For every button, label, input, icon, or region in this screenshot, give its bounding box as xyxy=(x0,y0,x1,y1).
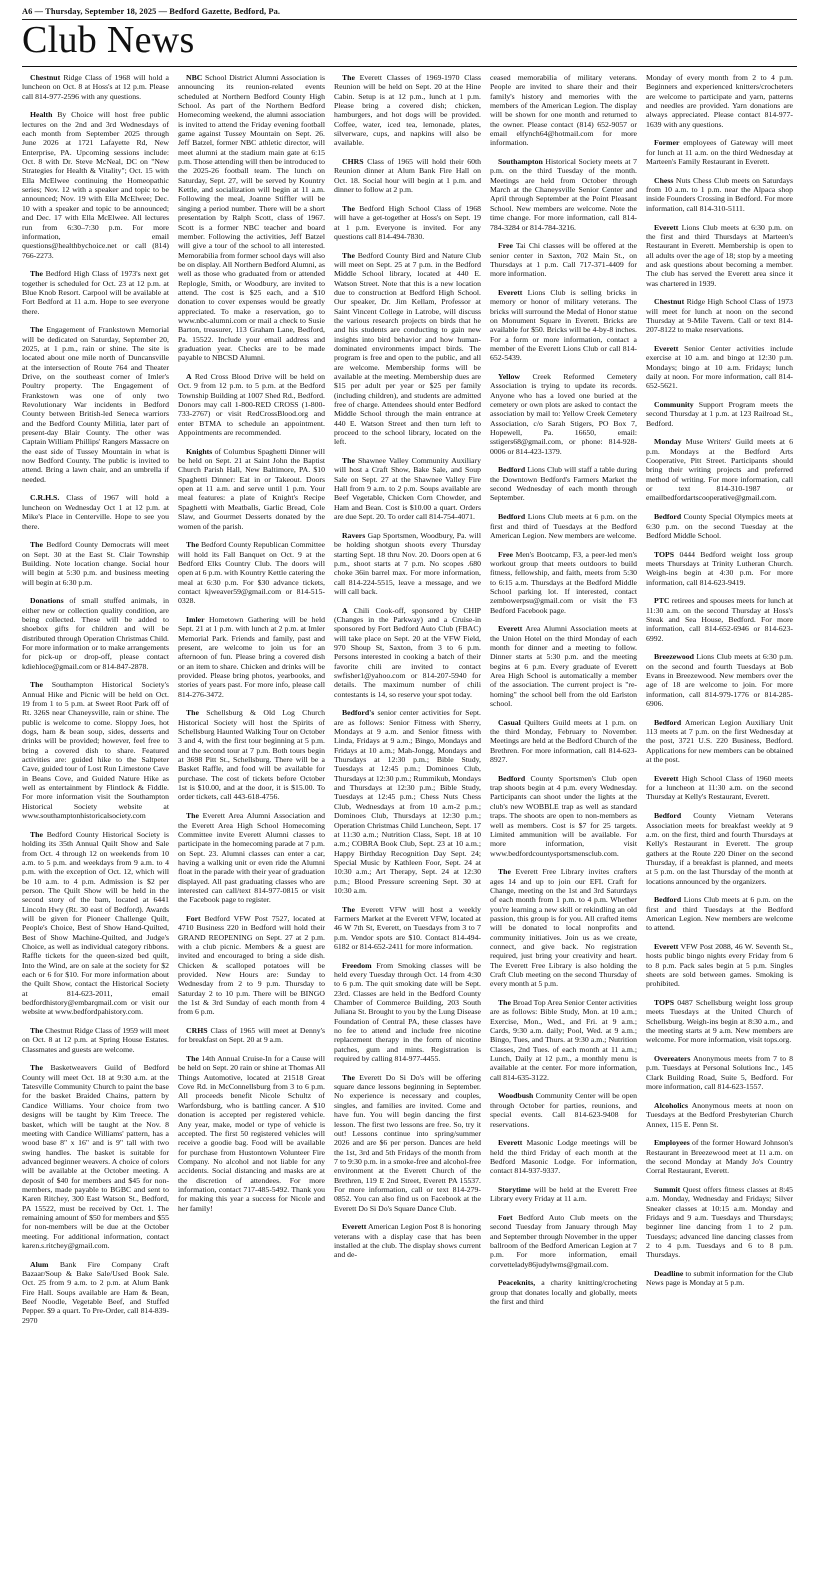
club-item xyxy=(178,1054,325,1213)
club-item-lead: Bedford xyxy=(498,465,526,475)
club-item xyxy=(646,344,793,391)
club-item xyxy=(334,1073,481,1213)
club-item-lead: Community xyxy=(654,400,694,410)
club-item-text: Muse Writers' Guild meets at 6 p.m. Mondays at the Bedford Arts Cooperative, Pitt Street. Participants should bring their writing projects and preferred method of writing. For more information, call or text 814-310-1987 or emailbedfordartscooperative@gmail.com. xyxy=(646,437,793,503)
club-item xyxy=(490,774,637,858)
club-item xyxy=(178,914,325,1017)
club-item-lead: Monday xyxy=(654,437,682,447)
club-item-lead: TOPS xyxy=(654,549,675,559)
column-1 xyxy=(22,73,169,1578)
club-item-text: Anonymous meets from 7 to 8 p.m. Tuesdays at Personal Solutions Inc., 145 Clark Building Road, Suite 5, Bedford. For more information, call 814-623-1557. xyxy=(646,1054,793,1092)
club-item-text: Quest offers fitness classes at 8:45 a.m. Monday, Wednesday and Fridays; Silver Sneaker classes at 10:15 a.m. Monday and Fridays and 9 a.m. Tuesdays and Thursdays; beginner line dancing from 1 to 2 p.m. Tuesdays; advanced line dancing classes from 2 to 4 p.m. Tuesdays and 6 to 8 p.m. Thursdays. xyxy=(646,1184,793,1260)
club-item-text: a charity knitting/crocheting group that donates locally and globally, meets the first and third xyxy=(490,1278,637,1307)
club-item xyxy=(334,251,481,447)
club-item-lead: Yellow xyxy=(498,372,520,381)
club-item-lead: Chess xyxy=(654,175,674,185)
club-item-text: Bedford County Historical Society is holding its 35th Annual Quilt Show and Sale from Oct. 4 through 12 on weekends from 10 a.m. to 5 p.m. and weekdays from 9 a.m. to 4 p.m. with the exception of Oct. 12, which will be 10 a.m. to 4 p.m. Admission is $2 per person. The Quilt Show will be held in the second story of the barn, located at 6441 Lincoln Hwy (Rt. 30 east of Bedford). Awards will be given for Pioneer Challenge Quilt, People's Choice, Best of Show Hand-Quilted, Best of Show Machine-Quilted, and Judge's Choice, as well as individual category ribbons. Raffle tickets for the queen-sized bed quilt, Into the Wind, are on sale at the society for $2 each or 6 for $10. For more information about the Quilt Show, contact the Historical Society at 814-623-2011, email bedfordhistory@embarqmail.com or visit our website at www.bedfordpahistory.com. xyxy=(22,829,169,1017)
club-item-lead: Storytime xyxy=(498,1184,531,1194)
club-item-lead: A xyxy=(342,605,348,615)
club-item-text: Bank Fire Company Craft Bazaar/Soup & Bake Sale/Used Book Sale. Oct. 25 from 9 a.m. to 2 p.m. at Alum Bank Fire Hall. Soups available are Ham & Bean, Beef Noodle, Vegetable Beef, and Stuffed Pepper. $9 a quart. To Pre-Order, call 814-839-2970 xyxy=(22,1259,169,1325)
page-folio: A6 — Thursday, September 18, 2025 — Bedford Gazette, Bedford, Pa. xyxy=(22,7,281,16)
club-item xyxy=(22,1260,169,1325)
club-item xyxy=(178,811,325,904)
club-item-text: Everett Do Si Do's will be offering square dance lessons beginning in September. No experience is necessary and couples, singles, and families are invited. Come and have fun. You will begin dancing the first lesson. The first two lessons are free. So, try it out! Lessons continue into spring/summer 2026 and are $6 per person. Dances are held the 1st, 3rd and 5th Fridays of the month from 7 to 9:30 p.m. in a smoke-free and alcohol-free environment at the Everett Church of the Brethren, 119 E 2nd Street, Everett PA 15537. For more information, call or text 814-279-0852. You can also find us on Facebook at the Everett Do Si Do's Square Dance Club. xyxy=(334,1072,481,1213)
club-item xyxy=(646,176,793,213)
club-item-text: Basketweavers Guild of Bedford County will meet Oct. 18 at 9:30 a.m. at the Tatesville Community Church to paint the base for the basket Braided Chains, pattern by Candice Williams. Your choice from two designs will be taught by Kim Treece. The basket, which will be taught at the Nov. 8 meeting with Candice Williams' pattern, has a wood base 8" x 16" and is 9" tall with two swing handles. The basket is suitable for advanced beginner weavers. A choice of colors will be available at the October meeting. A deposit of $40 for members and $45 for non-members, made payable to BGBC and sent to Karen Ritchey, 300 East Watson St., Bedford, PA 15522, must be received by Oct. 1. The remaining amount of $50 for members and $55 for non-members will be due at the October meeting. For additional information, contact karen.s.ritchey@gmail.com. xyxy=(22,1063,169,1250)
club-item-text: to submit information for the Club News page is Monday at 5 p.m. xyxy=(646,1269,793,1288)
club-item-text: Nuts Chess Club meets on Saturdays from 10 a.m. to 1 p.m. near the Alpaca shop inside Founders Crossing in Bedford. For more information, call 814-310-5111. xyxy=(646,175,793,213)
club-item-text: Everett Area Alumni Association and the Everett Area High School Homecoming Committee invite Everett Alumni classes to participate in the homecoming parade at 7 p.m. on Sept. 23. Alumni classes can enter a car, having a walking unit or even ride the Alumni float in the parade with their year of graduation displayed. All past graduating classes who are interested can call/text 814-977-0815 or visit the Facebook page to register. xyxy=(178,811,325,905)
club-item-text: Red Cross Blood Drive will be held on Oct. 9 from 12 p.m. to 5 p.m. at the Bedford Township Building at 1007 Shed Rd., Bedford. Donors may call 1-800-RED CROSS (1-800-733-2767) or visit RedCrossBlood.org and enter BTMA to schedule an appointment. Appointments are recommended. xyxy=(178,372,325,438)
club-item-text: By Choice will host free public lectures on the 2nd and 3rd Wednesdays of each month from September 2025 through June 2026 at 1721 Lafayette Rd, New Enterprise, PA. Upcoming sessions include: Oct. 8 with Dr. Steve McNeal, DC on "New Strategies for Health & Vitality"; Oct. 15 with Ella McElwee continuing the Homeopathic series; Nov. 12 with a speaker and topic to be announced; Nov. 19 with Ella McElwee; Dec. 10 with a speaker and topic to be announced; and Dec. 17 with Ella McElwee. All lectures run from 6:30–7:30 p.m. For more information, email questions@healthbychoice.net or call (814) 766-2273. xyxy=(22,110,169,260)
club-item-text: Lions Club is selling bricks in memory or honor of military veterans. The bricks will surround the Medal of Honor statue on Monument Square in Everett. Bricks are available for $50. Bricks will be 4-by-8 inches. For a form or more information, contact a member of the Everett Lions Club or call 814-652-5439. xyxy=(490,287,637,363)
club-item xyxy=(490,288,637,363)
club-item xyxy=(178,1026,325,1045)
club-item-text: Historical Society meets at 7 p.m. on the third Tuesday of the month. Meetings are held from October through March at the Chaneysville Senior Center and April through September at the Point Pleasant School. New members are welcome. Note the time change. For more information, call 814-784-3284 or 814-784-3216. xyxy=(490,157,637,232)
club-item-lead: Fort xyxy=(498,1212,513,1222)
club-item-lead: Everett xyxy=(654,941,679,951)
club-item xyxy=(490,1213,637,1269)
club-item-lead: Former xyxy=(654,138,680,148)
club-item-text: Masonic Lodge meetings will be held the third Friday of each month at the Bedford Masonic Lodge. For information, contact 814-937-9337. xyxy=(490,1138,637,1176)
club-item-text: Ridge Class of 1968 will hold a luncheon on Oct. 8 at Hoss's at 12 p.m. Please call 814-977-2596 with any questions. xyxy=(22,73,169,101)
club-item xyxy=(490,1185,637,1204)
club-item-lead: The xyxy=(498,867,511,877)
club-item-text: Chestnut Ridge Class of 1959 will meet on Oct. 8 at 12 p.m. at Spring House Estates. Classmates and guests are welcome. xyxy=(22,1026,169,1054)
club-item-text: Engagement of Frankstown Memorial will be dedicated on Saturday, September 20, 2025, at 1 p.m., rain or shine. The site is located about one mile north of Duncansville at the intersection of Route 764 and Theater Drive, on the southeast corner of Imler's Poultry property. The Engagement of Frankstown was one of only two Revolutionary War incidents in Bedford County between British-led Seneca warriors and the Bedford County Militia, later part of present-day Blair County. The other was Captain William Phillips' Rangers Massacre on the east side of Tussey Mountain in what is now Bedford County. The public is invited to attend. Bring a lawn chair, and an umbrella if needed. xyxy=(22,325,169,484)
club-item xyxy=(22,325,169,484)
club-item-lead: Ravers xyxy=(342,530,366,540)
club-item-lead: Chestnut xyxy=(30,73,61,82)
club-item-lead: Everett xyxy=(654,222,679,232)
club-item-text: Tai Chi classes will be offered at the senior center in Saxton, 702 Main St., on Thursdays at 1 p.m. Call 717-371-4409 for more information. xyxy=(490,241,637,279)
club-item-lead: CRHS xyxy=(186,1026,208,1036)
club-item-text: Quilters Guild meets at 1 p.m. on the third Monday, February to November. Meetings are held at the Bedford Church of the Brethren. For more information, call 814-623-8927. xyxy=(490,717,637,765)
club-item-lead: The xyxy=(186,811,199,821)
club-item-lead: Breezewood xyxy=(654,652,694,662)
club-item xyxy=(646,437,793,502)
club-item-text: Lions Club meets at 6 p.m. on the first and third Tuesdays at the Bedford American Legion. New members are welcome to attend. xyxy=(646,895,793,933)
club-item xyxy=(646,512,793,540)
club-item xyxy=(22,1063,169,1250)
club-item-text: Gap Sportsmen, Woodbury, Pa. will be holding shotgun shoots every Thursday starting Sept. 18 thru Nov. 20. Doors open at 6 p.m., shoot starts at 7 p.m. No scopes .680 choke 36in barrel max. For more information, call 814-224-5515, leave a message, and we will call back. xyxy=(334,530,481,596)
club-item xyxy=(22,540,169,587)
club-item-text: Area Alumni Association meets at the Union Hotel on the third Monday of each month for dinner and a meeting to follow. Dinner starts at 5:30 p.m. and the meeting begins at 6 p.m. Every graduate of Everett Area High School is automatically a member of the association. The current project is "re-homing" the school bell from the old Earlston school. xyxy=(490,624,637,709)
club-item xyxy=(490,157,637,232)
club-item xyxy=(490,867,637,988)
club-item xyxy=(646,718,793,765)
column-5 xyxy=(646,73,793,1578)
club-item xyxy=(334,905,481,952)
club-item xyxy=(490,550,637,615)
club-item xyxy=(334,961,481,1064)
club-item-lead: Bedford xyxy=(498,512,526,522)
club-item xyxy=(490,624,637,708)
club-item xyxy=(178,372,325,437)
club-item xyxy=(178,540,325,605)
club-item-lead: Free xyxy=(498,241,513,251)
club-item-lead: The xyxy=(30,269,43,279)
club-item-lead: Bedford xyxy=(654,811,682,821)
club-item xyxy=(22,493,169,530)
club-item-text: Creek Reformed Cemetery Association is trying to update its records. Anyone who has a loved one buried at the cemetery or own plots are asked to contact the association by mail to: Yellow Creek Cemetery Association, c/o Sarah Stigers, PO Box 7, Hopewell, Pa. 16650, email: sstigers68@gmail.com, or phone: 814-928-0006 or 814-423-1379. xyxy=(490,372,637,456)
club-item xyxy=(490,718,637,765)
club-item xyxy=(334,1222,481,1259)
club-item xyxy=(646,73,793,129)
club-item-lead: The xyxy=(186,708,199,718)
club-item-lead: The xyxy=(30,1063,43,1073)
club-item xyxy=(646,138,793,166)
club-item-lead: C.R.H.S. xyxy=(30,493,60,503)
club-item xyxy=(646,596,793,643)
club-item-lead: Knights xyxy=(186,446,213,456)
club-item-lead: The xyxy=(30,829,43,839)
club-item xyxy=(490,1278,637,1306)
club-item-text: senior center activities for Sept. are as follows: Senior Fitness with Sherry, Mondays at 9 a.m. and Senior fitness with Linda, Fridays at 9 a.m.; Bingo, Mondays and Fridays at 10 a.m.; Mah-Jongg, Mondays and Thursdays at 12:30 p.m.; Bible Study, Tuesdays at 12:45 p.m.; Dominoes Club, Thursdays at 12:30 p.m.; Rummikub, Mondays and Thursdays at 12:30 p.m.; Bible Study, Tuesdays at 12:45 p.m.; Chess Nuts Chess Club, Wednesdays at from 10 a.m-2 p.m.; Dominoes Club, Thursdays at 12:30 p.m.; Operation Christmas Child Luncheon, Sept. 17 at 11:30 a.m.; Nutrition Class, Sept. 18 at 10 a.m.; COBRA Book Club, Sept. 23 at 10 a.m.; Happy Birthday Recognition Day Sept. 24; Special Music by Kathleen Foor, Sept. 24 at 10:30 a.m.; Art Therapy, Sept. 24 at 12:30 p.m.; Blood Pressure screening Sept. 30 at 10:30 a.m. xyxy=(334,708,481,895)
club-item-text: Community Center will be open through October for parties, reunions, and special events. Call 814-623-9408 for reservations. xyxy=(490,1091,637,1129)
club-item-text: American Legion Post 8 is honoring veterans with a display case that has been installed at the club. The display shows current and de- xyxy=(334,1222,481,1260)
club-item-text: Lions Club meets at 6:30 p.m. on the second and fourth Tuesdays at Bob Evans in Breezewood. New members over the age of 18 are welcome to join. For more information, call 814-979-1776 or 814-285-6906. xyxy=(646,652,793,709)
club-item-lead: PTC xyxy=(654,596,670,606)
club-item-lead: Bedford xyxy=(654,717,682,727)
club-item xyxy=(490,465,637,502)
club-item xyxy=(646,811,793,886)
club-item-lead: Everett xyxy=(498,1138,523,1148)
club-item xyxy=(178,447,325,531)
club-item xyxy=(490,1091,637,1128)
club-item-text: 14th Annual Cruise-In for a Cause will be held on Sept. 20 rain or shine at Thomas All Things Automotive, located at 21518 Great Cove Rd. in McConnellsburg from 3 to 6 p.m. All proceeds benefit Nicole Schultz of Warfordsburg, who is battling cancer. A $10 donation is accepted per registered vehicle. Any year, make, model or type of vehicle is accepted. The first 50 registered vehicles will receive a goodie bag. Food will be available for purchase from Hustontown Volunteer Fire Company. No alcohol and not liable for any accidents. Social distancing and masks are at the discretion of attendees. For more information, contact 717-485-5492. Thank you for making this year a success for Nicole and her family! xyxy=(178,1054,325,1213)
club-item xyxy=(490,73,637,148)
club-item-lead: Deadline xyxy=(654,1269,684,1278)
column-2 xyxy=(178,73,325,1578)
club-item xyxy=(646,1185,793,1260)
club-item-text: Bedford High Class of 1973's next get together is scheduled for Oct. 23 at 12 p.m. at Blue Knob Resort. Carpool will be available at Fort Bedford at 11 a.m. Hope to see everyone there. xyxy=(22,269,169,316)
club-item-text: American Legion Auxiliary Unit 113 meets at 7 p.m. on the first Wednesday at the post, 3721 U.S. 220 Business, Bedford. Applications for new members can be obtained at the post. xyxy=(646,717,793,765)
club-item xyxy=(334,73,481,148)
club-item-lead: Woodbush xyxy=(498,1091,534,1101)
club-item-text: retirees and spouses meets for lunch at 11:30 a.m. on the second Thursday at Hoss's Steak and Sea House, Bedford. For more information, call 814-652-6946 or 814-623-6992. xyxy=(646,596,793,643)
club-item xyxy=(22,596,169,671)
club-item-text: of small stuffed animals, in either new or collection quality condition, are being collected. These will be added to shoebox gifts for children and will be distributed through Operation Christmas Child. For more information or to make arrangements for pick-up or drop-off, please contact kdiehloce@gmail.com or 814-847-2878. xyxy=(22,596,169,671)
club-item xyxy=(490,512,637,540)
club-item xyxy=(646,400,793,428)
club-item-lead: The xyxy=(342,456,355,466)
club-item-lead: The xyxy=(30,540,43,550)
club-item-text: Ridge High School Class of 1973 will meet for lunch at noon on the second Thursday at 9-Mile Tavern. Call or text 814-207-8122 to make reservations. xyxy=(646,297,793,335)
club-item xyxy=(334,531,481,596)
club-item-lead: CHRS xyxy=(342,157,364,167)
club-item xyxy=(646,1269,793,1288)
club-item-text: Bedford County Democrats will meet on Sept. 30 at the East St. Clair Township Building. Note location change. Social hour will begin at 5:30 p.m. and business meeting will begin at 6:30 p.m. xyxy=(22,540,169,587)
club-item-lead: Freedom xyxy=(342,960,372,970)
club-item xyxy=(490,241,637,278)
club-item-lead: Overeaters xyxy=(654,1054,691,1064)
club-item-text: School District Alumni Association is announcing its reunion-related events scheduled at Northern Bedford County High School. As part of the Northern Bedford Homecoming weekend, the alumni association is invited to attend the Friday evening football game against Tussey Mountain on Sept. 26. Jeff Batzel, former NBC athletic director, will meet alumni at the stadium main gate at 6:15 p.m. Those attending will then be introduced to the 2025-26 football team. The lunch on Saturday, Sept. 27, will be served by Kountry Kettle, and socialization will begin at 11 a.m. Following the meal, Joanne Stiffler will be singing a period number. There will be a short presentation by Ralph Scott, class of 1967. Scott is a former NBC teacher and board member. Following the activities, Jeff Batzel will give a tour of the school to all interested. Memorabilia from former school days will also be on display. All Northern Bedford Alumni, as well as those who graduated from or attended Replogle, Smith, or Woodbury, are invited to attend. The cost is $25 each, and a $10 donation to cover expenses would be greatly appreciated. To make a reservation, go to www.nbc-alumni.com or mail a check to Susie Barton, treasurer, 113 Graham Lane, Bedford, Pa. 15522. Include your email address and graduation year. Checks are to be made payable to NBCSD Alumni. xyxy=(178,73,325,363)
club-item-text: Bedford County Bird and Nature Club will meet on Sept. 25 at 7 p.m. in the Bedford Middle School library, located at 440 E. Watson Street. Note that this is a new location due to construction at Bedford High School. Our speaker, Dr. Jim Kellam, Professor at Saint Vincent College in Latrobe, will discuss the various research projects on birds that he and his students are conducting to gain new insights into bird behavior and how human-dominated environments impact birds. The program is free and open to the public, and all are welcome. Membership forms will be available at the meeting. Membership dues are $15 per adult per year or $25 per family (including children), and students are admitted free of charge. Attendees should enter Bedford Middle School through the main entrance at 440 E. Watson Street and then turn left to proceed to the school library, located on the left. xyxy=(334,250,481,447)
club-item-text: Chili Cook-off, sponsored by CHIP (Changes in the Parkway) and a Cruise-in sponsored by Fort Bedford Auto Club (FBAC) will take place on Sept. 20 at the VFW Field, 970 Shoup St, Saxton, from 3 to 6 p.m. Persons interested in cooking a batch of their favorite chili are invited to contact swfisher1@yahoo.com or 814-207-5940 for details. The maximum number of chili contestants is 14, so reserve your spot today. xyxy=(334,605,481,699)
club-item xyxy=(646,297,793,334)
club-item-lead: Alum xyxy=(30,1259,49,1269)
club-item xyxy=(334,157,481,194)
club-item-lead: TOPS xyxy=(654,998,675,1008)
club-item-text: employees of Gateway will meet for lunch at 11 a.m. on the third Wednesday at Marteen's Family Restaurant in Everett. xyxy=(646,138,793,167)
club-item-lead: Bedford's xyxy=(342,708,375,718)
club-item-lead: Everett xyxy=(342,1222,367,1232)
club-item-lead: Imler xyxy=(186,614,205,624)
club-item-text: Anonymous meets at noon on Tuesdays at the Bedford Presbyterian Church Annex, 115 E. Penn St. xyxy=(646,1100,793,1129)
club-item-text: County Sportsmen's Club open trap shoots begin at 4 p.m. every Wednesday. Participants can shoot under the lights at the club's new WOBBLE trap as well as standard traps. The shoots are open to non-members as well as members. Cost is $7 for 25 targets. Limited ammunition will be available. For more information, visit www.bedfordcountysportsmensclub.com. xyxy=(490,773,637,858)
club-item xyxy=(22,269,169,316)
club-item-lead: Fort xyxy=(186,913,201,923)
club-item-text: Everett VFW will host a weekly Farmers Market at the Everett VFW, located at 46 W 7th St, Everett, on Tuesdays from 3 to 7 p.m. Vendor spots are $10. Contact 814-494-6182 or 814-652-2411 for more information. xyxy=(334,904,481,951)
club-item-text: will be held at the Everett Free Library every Friday at 11 a.m. xyxy=(490,1184,637,1204)
club-item-lead: The xyxy=(342,1072,355,1082)
club-item-lead: Health xyxy=(30,110,53,120)
club-item-text: VFW Post 2088, 46 W. Seventh St., hosts public bingo nights every Friday from 6 to 8 p.m. Pack sales begin at 5 p.m. Singles sheets are sold between games. Smoking is prohibited. xyxy=(646,941,793,989)
section-title: Club News xyxy=(22,19,195,61)
club-item xyxy=(646,895,793,932)
club-item-lead: The xyxy=(30,680,43,690)
newspaper-page xyxy=(22,0,797,1584)
club-item xyxy=(334,708,481,895)
club-item-text: Class of 1967 will hold a luncheon on Wednesday Oct 1 at 12 p.m. at Mike's Place in Centerville. Hope to see you there. xyxy=(22,493,169,531)
club-item xyxy=(490,372,637,456)
club-item-text: Class of 1965 will meet at Denny's for breakfast on Sept. 20 at 9 a.m. xyxy=(178,1026,325,1045)
club-item xyxy=(22,110,169,260)
club-item xyxy=(334,456,481,521)
club-item-lead: The xyxy=(30,325,43,335)
club-item-lead: Everett xyxy=(498,287,523,297)
club-item-lead: Chestnut xyxy=(654,297,685,307)
club-item-text: High School Class of 1960 meets for a luncheon at 11:30 a.m. on the second Thursday at Kelly's Restaurant, Everett. xyxy=(646,773,793,802)
club-item-lead: Donations xyxy=(30,596,64,606)
club-item-lead: Alcoholics xyxy=(654,1100,689,1110)
club-item xyxy=(22,680,169,820)
club-item xyxy=(490,998,637,1082)
column-3 xyxy=(334,73,481,1578)
club-item-text: Lions Club meets at 6 p.m. on the first and third of Tuesdays at the Bedford American Legion. New members are welcome. xyxy=(490,512,637,540)
club-item-text: From Smoking classes will be held every Tuesday through Oct. 14 from 4:30 to 6 p.m. The quit smoking date will be Sept. 23rd. Classes are held in the Bedford County Chamber of Commerce Building, 203 South Juliana St. Brought to you by the Lung Disease Foundation of Central PA, these classes have no fee to attend and include free nicotine replacement therapy in the form of nicotine patches, gum and mints. Registration is required by calling 814-977-4455. xyxy=(334,960,481,1064)
club-item-lead: Peaceknits, xyxy=(498,1278,536,1288)
club-item-text: Shawnee Valley Community Auxiliary will host a Craft Show, Bake Sale, and Soup Sale on Sept. 27 at the Shawnee Valley Fire Hall from 9 a.m. to 2 p.m. Soups available are Beef Vegetable, Chicken Corn Chowder, and Ham and Bean. Cost is $10.00 a quart. Orders are due Sept. 20. To order call 814-754-4071. xyxy=(334,456,481,522)
club-item-lead: Bedford xyxy=(654,512,682,522)
club-item-lead: Summit xyxy=(654,1184,681,1194)
club-item-lead: Bedford xyxy=(654,895,682,905)
club-item xyxy=(490,1138,637,1175)
club-item xyxy=(22,1026,169,1054)
club-item xyxy=(646,223,793,288)
club-item xyxy=(646,1138,793,1175)
club-item-text: Class of 1965 will hold their 60th Reunion dinner at Alum Bank Fire Hall on Oct. 18. Social hour will begin at 1 p.m. and dinner to follow at 2 p.m. xyxy=(334,157,481,195)
club-item-text: County Special Olympics meets at 6:30 p.m. on the second Tuesday at the Bedford Middle School. xyxy=(646,512,793,540)
club-item-text: Southampton Historical Society's Annual Hike and Picnic will be held on Oct. 19 from 1 to 5 p.m. at Sweet Root Park off of Rt. 326S near Chaneysville, rain or shine. The public is welcome to come. Sloppy Joes, hot dogs, ham & bean soup, sides, desserts and drinks will be provided; however, feel free to bring a covered dish to share. Featured activities are: guided hike to the Saltpeter Cave, guided tour of Lost Run Limestone Cave in Beans Cove, and Guided Nature Hike as well as entertainment by Flintlock & Fiddle. For more information visit the Southampton Historical Society website at www.southamptonhistoricalsociety.com xyxy=(22,680,169,821)
club-item-text: Everett Classes of 1969-1970 Class Reunion will be held on Sept. 20 at the Hine Cabin. Setup is at 12 p.m., lunch at 1 p.m. Please bring a covered dish; chicken, hamburgers, and hot dogs will be provided. Coffee, water, iced tea, lemonade, plates, silverware, cups, and napkins will also be available. xyxy=(334,73,481,148)
club-item xyxy=(178,708,325,801)
club-item-text: Support Program meets the second Thursday at 1 p.m. at 123 Railroad St., Bedford. xyxy=(646,400,793,428)
club-item-text: Lions Club will staff a table during the Downtown Bedford's Farmers Market the second Wednesday of each month through September. xyxy=(490,465,637,503)
club-item xyxy=(178,73,325,363)
club-item xyxy=(22,830,169,1017)
club-item-lead: Free xyxy=(498,549,513,559)
club-item-text: Lions Club meets at 6:30 p.m. on the first and third Thursdays at Marteen's Restaurant in Everett. Membership is open to all adults over the age of 18; stop by a meeting and ask questions about becoming a member. The club has served the Everett area since it was chartered in 1939. xyxy=(646,222,793,288)
club-item-lead: The xyxy=(186,1054,199,1064)
club-item xyxy=(22,73,169,101)
club-item-lead: The xyxy=(342,73,355,82)
club-item xyxy=(646,1054,793,1091)
club-item-lead: The xyxy=(342,250,355,260)
club-item xyxy=(646,998,793,1045)
club-item-lead: Everett xyxy=(654,773,679,783)
club-item-text: 0444 Bedford weight loss group meets Thursdays at Trinity Lutheran Church. Weigh-ins begin at 4:30 p.m. For more information, call 814-623-9419. xyxy=(646,549,793,587)
club-item-text: County Vietnam Veterans Association meets for breakfast weekly at 9 a.m. on the first, third and fourth Thursdays at Kelly's Restaurant in Everett. The group gathers at the Route 220 Diner on the second Thursday, if a breakfast is planned, and meets at 5 p.m. on the last Thursday of the month at locations announced by the organizers. xyxy=(646,811,793,886)
club-item-text: Men's Bootcamp, F3, a peer-led men's workout group that meets outdoors to build fitness, fellowship, and faith, meets from 5:30 to 6:15 a.m. Thursdays at the Bedford Middle School parking lot. If interested, contact zembowerpsu@gmail.com or visit the F3 Bedford Facebook page. xyxy=(490,549,637,615)
club-item-text: Broad Top Area Senior Center activities are as follows: Bible Study, Mon. at 10 a.m.; Exercise, Mon., Wed., and Fri. at 9 a.m.; Cards, 9:30 a.m. daily; Pool, Wed. at 9 a.m.; Bingo, Tues, and Thurs. at 9:30 a.m.; Nutrition Classes, 2nd Tues. of each month at 11 a.m.; Lunch, Daily at 12 p.m., a monthly menu is available at the center. For more information, call 814-635-3122. xyxy=(490,998,637,1082)
club-item-lead: Bedford xyxy=(498,773,526,783)
club-item-text: Bedford Auto Club meets on the second Tuesday from January through May and September through November in the upper ballroom of the Bedford American Legion at 7 p.m. For more information, email corvettelady86judylwms@gmail.com. xyxy=(490,1212,637,1269)
club-item-lead: The xyxy=(30,1026,43,1036)
columns-container xyxy=(22,73,797,1578)
club-item-lead: Casual xyxy=(498,717,521,727)
club-item-text: Bedford County Republican Committee will hold its Fall Banquet on Oct. 9 at the Bedford Elks Country Club. The doors will open at 6 p.m. with Kountry Kettle catering the meal at 6:30 p.m. For $30 advance tickets, contact kjweaver59@gmail.com or 814-515-0328. xyxy=(178,540,325,606)
club-item-lead: Southampton xyxy=(498,157,543,167)
club-item-lead: The xyxy=(342,904,355,914)
club-item-lead: Everett xyxy=(498,624,523,634)
club-item-text: 0487 Schellsburg weight loss group meets Tuesdays at the United Church of Schellsburg. Weigh-ins begin at 8:30 a.m., and the meeting starts at 9 a.m. New members are welcome. For more information, visit tops.org. xyxy=(646,998,793,1045)
club-item xyxy=(646,942,793,989)
club-item-lead: The xyxy=(498,998,511,1008)
club-item-text: Schellsburg & Old Log Church Historical Society will host the Spirits of Schellsburg Haunted Walking Tour on October 3 and 4, with the first tour beginning at 5 p.m. and the second tour at 7 p.m. Both tours begin at 3698 Pitt St., Schellsburg. There will be a Basket Raffle, and food will be available for purchase. The cost of tickets before October 1st is $10.00, and at the door, it is $15.00. To order tickets, call 443-618-4756. xyxy=(178,708,325,802)
club-item-text: Bedford VFW Post 7527, located at 4710 Business 220 in Bedford will hold their GRAND REOPENING on Sept. 27 at 2 p.m. with a club picnic. Members & a guest are invited and encouraged to bring a side dish. Chicken & scalloped potatoes will be provided. New Hours are: Sunday to Wednesday from 2 to 9 p.m. Thursday to Saturday 2 to 10 p.m. There will be BINGO the 1st & 3rd Sunday of each month from 4 from 6 p.m. xyxy=(178,913,325,1017)
club-item-text: Senior Center activities include exercise at 10 a.m. and bingo at 12:30 p.m. Mondays; bingo at 10 a.m. Fridays; lunch daily at noon. For more information, call 814-652-5621. xyxy=(646,343,793,391)
club-item-lead: A xyxy=(186,372,192,381)
column-4 xyxy=(490,73,637,1578)
club-item-lead: Employees xyxy=(654,1138,690,1148)
club-item-text: Everett Free Library invites crafters ages 14 and up to join our EFL Craft for Change, meeting on the 1st and 3rd Saturdays of each month from 1 p.m. to 4 p.m. Whether you're learning a new skill or rekindling an old passion, this group is for you. All crafted items will be donated to local nonprofits and community initiatives. Join us as we create, connect, and give back. No registration required, just bring your creativity and heart. The Everett Free Library is also holding the Craft Club meeting on the second Thursday of every month at 5 p.m. xyxy=(490,867,637,989)
club-item-lead: NBC xyxy=(186,73,203,82)
club-item xyxy=(334,204,481,241)
club-item xyxy=(646,550,793,587)
club-item-text: Monday of every month from 2 to 4 p.m. Beginners and experienced knitters/crocheters are welcome to participate and yarn, patterns and needles are provided. Yarn donations are always appreciated. Please contact 814-977-1639 with any questions. xyxy=(646,73,793,129)
club-item-lead: The xyxy=(342,203,355,213)
club-item-text: of the former Howard Johnson's Restaurant in Breezewood meet at 11 a.m. on the second Monday at Mandy Jo's Country Corral Restaurant, Everett. xyxy=(646,1138,793,1176)
club-item-text: Bedford High School Class of 1968 will have a get-together at Hoss's on Sept. 19 at 1 p.m. Everyone is invited. For any questions call 814-494-7830. xyxy=(334,203,481,241)
club-item-text: Hometown Gathering will be held Sept. 21 at 1 p.m. with lunch at 2 p.m. at Imler Memorial Park. Friends and family, past and present, are welcome to join us for an afternoon of fun. Please bring a covered dish or an item to share. Chicken and drinks will be provided. Please bring photos, yearbooks, and stories of years past. For more info, please call 814-276-3472. xyxy=(178,614,325,699)
club-item xyxy=(646,652,793,708)
club-item-lead: The xyxy=(186,540,199,550)
club-item-text: ceased memorabilia of military veterans. People are invited to share their and their family's history and memories with the members of the American Legion. The display will be shown for one month and returned to the owner. Please contact (814) 652-9057 or email elfynch64@hotmail.com for more information. xyxy=(490,73,637,148)
club-item xyxy=(334,606,481,699)
club-item xyxy=(646,1101,793,1129)
club-item-lead: Everett xyxy=(654,343,679,353)
title-rule xyxy=(22,66,797,67)
club-item xyxy=(646,774,793,802)
club-item-text: of Columbus Spaghetti Dinner will be held on Sept. 21 at Saint John the Baptist Church Parish Hall, New Baltimore, PA. $10 Spaghetti Dinner: Eat in or Takeout. Doors open at 11 a.m. and serve until 1 p.m. Your meal features: a plate of Knight's Recipe Spaghetti with Meatballs, Garlic Bread, Cole Slaw, and Gourmet Desserts donated by the women of the parish. xyxy=(178,446,325,531)
club-item xyxy=(178,615,325,699)
